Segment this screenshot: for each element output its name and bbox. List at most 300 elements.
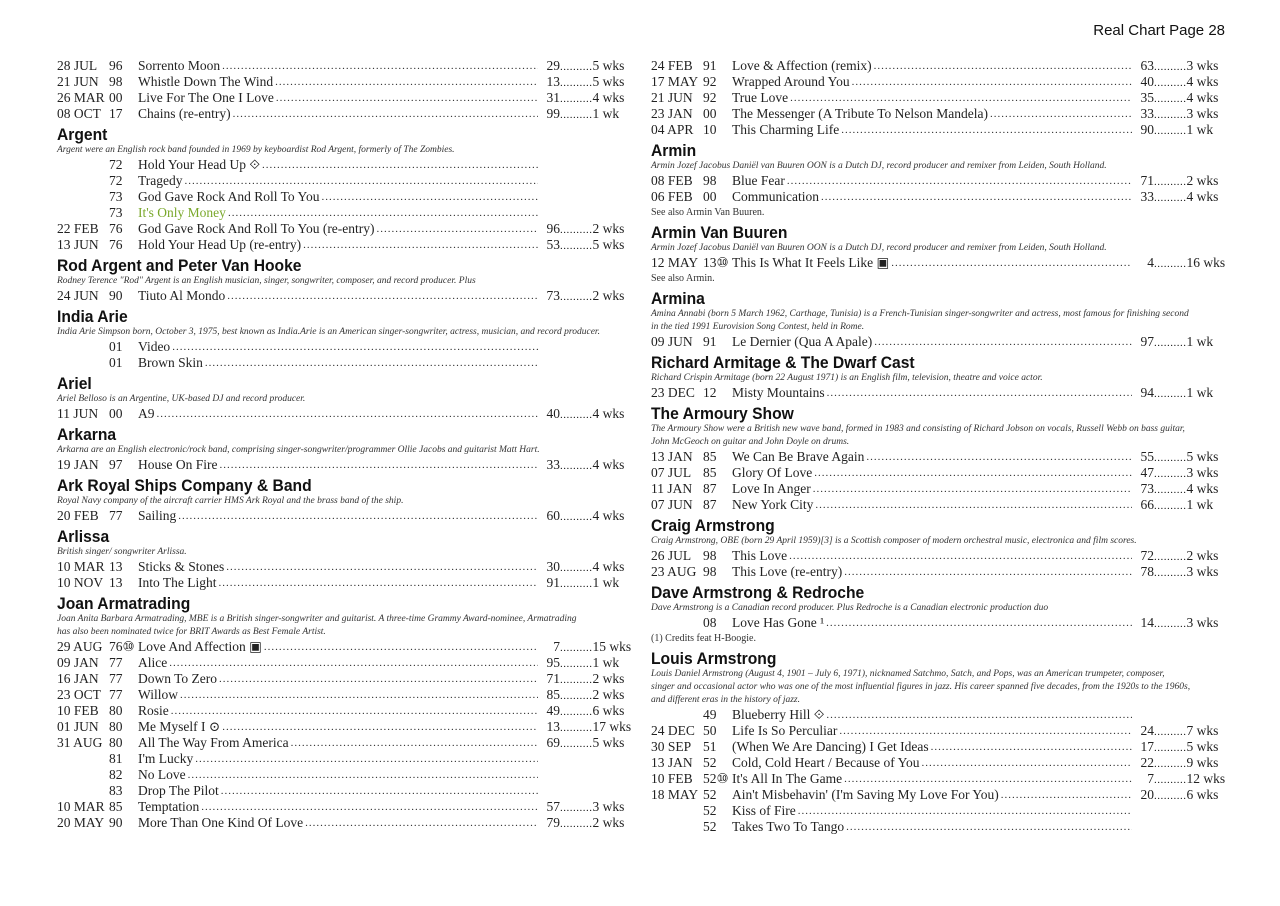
entry-weeks-value: 3 wks (1186, 465, 1219, 480)
entry-year: 13 (109, 559, 123, 574)
entry-date: 26 JUL (651, 548, 692, 563)
entry-year: 91 (703, 334, 717, 349)
dot-leader (852, 76, 1132, 88)
chart-entry-row (651, 739, 1228, 755)
entry-year: 73 (109, 205, 123, 220)
entry-weeks-value: 17 wks (592, 719, 632, 734)
dot-leader (172, 341, 538, 353)
entry-weeks (1154, 771, 1228, 787)
entry-title: More Than One Kind Of Love (138, 815, 304, 830)
entry-weeks-value: 1 wk (592, 106, 620, 121)
entry-peak-position: 57 (546, 799, 560, 814)
entry-peak-position: 40 (1140, 74, 1154, 89)
chart-entry-row (57, 237, 634, 253)
artist-description: Dave Armstrong is a Canadian record producer. Plus Redroche is a Canadian electronic production duo (651, 603, 1049, 613)
entry-weeks-value: 2 wks (1186, 173, 1219, 188)
entry-peak-position: 91 (546, 575, 560, 590)
entry-weeks-value: 1 wk (1186, 122, 1214, 137)
dot-leader (787, 175, 1132, 187)
entry-year: 77 (109, 508, 123, 523)
chart-entry-row (57, 767, 634, 783)
dot-leader (228, 207, 538, 219)
entry-title: Blueberry Hill ⟐ (732, 707, 825, 722)
entry-title: Le Dernier (Qua A Apale) (732, 334, 873, 349)
entry-year: 77 (109, 655, 123, 670)
entry-date: 10 FEB (57, 703, 99, 718)
entry-weeks (560, 559, 634, 575)
entry-year: 52 (703, 819, 717, 834)
entry-peak-position: 17 (1140, 739, 1154, 754)
weeks-dot-leader: .......... (560, 511, 593, 523)
dot-leader (157, 408, 539, 420)
dot-leader (185, 175, 538, 187)
chart-entry-row (651, 90, 1228, 106)
artist-description: British singer/ songwriter Arlissa. (57, 547, 187, 557)
weeks-dot-leader: .......... (1154, 790, 1187, 802)
entry-year: 96 (109, 58, 123, 73)
entry-date: 07 JUN (651, 497, 693, 512)
dot-leader (195, 753, 538, 765)
dot-leader (827, 387, 1132, 399)
dot-leader (990, 108, 1132, 120)
artist-description: Arkarna are an English electronic/rock band, comprising singer-songwriter/programmer Ollie Jacobs and guitarist Matt Hart. (57, 445, 540, 455)
weeks-dot-leader: .......... (560, 291, 593, 303)
entry-date: 26 MAR (57, 90, 105, 105)
dot-leader (305, 817, 538, 829)
chart-entry-row (651, 787, 1228, 803)
entry-title: Sorrento Moon (138, 58, 221, 73)
dot-leader (874, 60, 1132, 72)
entry-date: 06 FEB (651, 189, 693, 204)
entry-year: 49 (703, 707, 717, 722)
entry-weeks-value: 4 wks (1186, 481, 1219, 496)
entry-weeks (560, 815, 634, 831)
entry-title: Love & Affection (remix) (732, 58, 872, 73)
entry-peak-position: 24 (1140, 723, 1154, 738)
weeks-dot-leader: .......... (1154, 258, 1187, 270)
entry-year: 76⑩ (109, 639, 135, 654)
entry-date: 23 OCT (57, 687, 101, 702)
entry-date: 17 MAY (651, 74, 699, 89)
entry-peak-position: 33 (1140, 106, 1154, 121)
artist-name: The Armoury Show (651, 404, 794, 423)
weeks-dot-leader: .......... (1154, 388, 1187, 400)
entry-date: 24 FEB (651, 58, 693, 73)
entry-title: Hold Your Head Up (re-entry) (138, 237, 302, 252)
chart-entry-row (651, 497, 1228, 513)
artist-name: Dave Armstrong & Redroche (651, 583, 865, 602)
weeks-dot-leader: .......... (1154, 93, 1187, 105)
chart-entry-row (651, 58, 1228, 74)
chart-entry-row (57, 815, 634, 831)
entry-weeks-value: 1 wk (1186, 334, 1214, 349)
entry-title: Blue Fear (732, 173, 785, 188)
entry-weeks (1154, 615, 1228, 631)
entry-year: 98 (703, 564, 717, 579)
artist-name: Argent (57, 125, 108, 144)
see-also-note: (1) Credits feat H-Boogie. (651, 633, 756, 644)
entry-peak-position: 73 (1140, 481, 1154, 496)
entry-date: 09 JUN (651, 334, 693, 349)
entry-peak-position: 35 (1140, 90, 1154, 105)
artist-description: Ariel Belloso is an Argentine, UK-based DJ and record producer. (57, 394, 306, 404)
page-header: Real Chart Page 28 (1093, 22, 1225, 39)
weeks-dot-leader: .......... (1154, 176, 1187, 188)
dot-leader (180, 689, 538, 701)
chart-entry-row (57, 406, 634, 422)
chart-entry-row (57, 687, 634, 703)
entry-date: 11 JAN (651, 481, 693, 496)
artist-description: Amina Annabi (born 5 March 1962, Carthage, Tunisia) is a French-Tunisian singer-songwriter and actress, most famous for finishing second in the tied 1991 Eurovision Song Contest, held in Rome. (651, 309, 1189, 332)
chart-entry-row (57, 106, 634, 122)
dot-leader (839, 725, 1132, 737)
entry-date: 01 JUN (57, 719, 99, 734)
entry-date: 19 JAN (57, 457, 99, 472)
chart-entry-row (57, 559, 634, 575)
entry-title: God Gave Rock And Roll To You (138, 189, 320, 204)
artist-description: Rodney Terence "Rod" Argent is an English musician, singer, songwriter, composer, and record producer. Plus (57, 276, 476, 286)
entry-peak-position: 97 (1140, 334, 1154, 349)
chart-entry-row (651, 122, 1228, 138)
entry-weeks-value: 4 wks (592, 90, 625, 105)
entry-year: 72 (109, 173, 123, 188)
chart-entry-row (57, 655, 634, 671)
chart-entry-row (57, 205, 634, 221)
entry-weeks-value: 5 wks (1186, 739, 1219, 754)
entry-year: 73 (109, 189, 123, 204)
chart-entry-row (57, 457, 634, 473)
chart-entry-row (57, 189, 634, 205)
chart-entry-row (651, 819, 1228, 835)
weeks-dot-leader: .......... (1154, 452, 1187, 464)
see-also-note: See also Armin Van Buuren. (651, 207, 765, 218)
dot-leader (221, 785, 538, 797)
dot-leader (826, 617, 1132, 629)
chart-entry-row (651, 723, 1228, 739)
dot-leader (814, 467, 1132, 479)
entry-year: 13⑩ (703, 255, 729, 270)
entry-weeks-value: 4 wks (592, 559, 625, 574)
entry-year: 08 (703, 615, 717, 630)
entry-weeks (560, 74, 634, 90)
dot-leader (275, 76, 538, 88)
entry-weeks (1154, 255, 1228, 271)
entry-year: 90 (109, 288, 123, 303)
weeks-dot-leader: .......... (1154, 468, 1187, 480)
entry-year: 72 (109, 157, 123, 172)
entry-peak-position: 4 (1147, 255, 1154, 270)
weeks-dot-leader: .......... (560, 738, 593, 750)
entry-year: 00 (109, 406, 123, 421)
entry-peak-position: 29 (546, 58, 560, 73)
weeks-dot-leader: .......... (560, 658, 593, 670)
entry-peak-position: 69 (546, 735, 560, 750)
entry-weeks (1154, 122, 1228, 138)
entry-year: 92 (703, 90, 717, 105)
dot-leader (222, 60, 538, 72)
dot-leader (921, 757, 1132, 769)
entry-title: Temptation (138, 799, 200, 814)
artist-name: Armin (651, 141, 697, 160)
weeks-dot-leader: .......... (560, 706, 593, 718)
entry-year: 91 (703, 58, 717, 73)
chart-entry-row (651, 173, 1228, 189)
chart-entry-row (57, 719, 634, 735)
entry-date: 10 NOV (57, 575, 104, 590)
entry-weeks-value: 2 wks (592, 288, 625, 303)
entry-weeks-value: 1 wk (1186, 497, 1214, 512)
entry-year: 81 (109, 751, 123, 766)
entry-peak-position: 33 (546, 457, 560, 472)
entry-weeks-value: 4 wks (1186, 90, 1219, 105)
dot-leader (846, 821, 1132, 833)
entry-weeks (1154, 564, 1228, 580)
entry-weeks (1154, 723, 1228, 739)
dot-leader (303, 239, 538, 251)
entry-peak-position: 49 (546, 703, 560, 718)
entry-title: Misty Mountains (732, 385, 825, 400)
chart-entry-row (57, 58, 634, 74)
artist-description: Armin Jozef Jacobus Daniël van Buuren OON is a Dutch DJ, record producer and remixer from Leiden, South Holland. (651, 243, 1107, 253)
entry-title: Takes Two To Tango (732, 819, 845, 834)
entry-title: Brown Skin (138, 355, 203, 370)
weeks-dot-leader: .......... (1154, 551, 1187, 563)
entry-weeks (1154, 334, 1228, 350)
entry-date: 22 FEB (57, 221, 99, 236)
entry-weeks-value: 5 wks (592, 58, 625, 73)
dot-leader (178, 510, 538, 522)
entry-weeks-value: 3 wks (1186, 564, 1219, 579)
artist-description: Royal Navy company of the aircraft carrier HMS Ark Royal and the brass band of the ship. (57, 496, 404, 506)
chart-entry-row (651, 334, 1228, 350)
weeks-dot-leader: .......... (560, 722, 593, 734)
dot-leader (790, 92, 1132, 104)
entry-weeks (1154, 58, 1228, 74)
entry-weeks-value: 6 wks (592, 703, 625, 718)
chart-entry-row (57, 74, 634, 90)
entry-title: It's Only Money (138, 205, 226, 220)
dot-leader (188, 769, 538, 781)
entry-weeks (1154, 481, 1228, 497)
entry-date: 29 AUG (57, 639, 103, 654)
dot-leader (169, 657, 538, 669)
entry-title: Rosie (138, 703, 169, 718)
weeks-dot-leader: .......... (560, 240, 593, 252)
chart-entry-row (651, 465, 1228, 481)
chart-entry-row (57, 751, 634, 767)
entry-date: 08 FEB (651, 173, 693, 188)
entry-title: Hold Your Head Up ⟐ (138, 157, 261, 172)
entry-weeks-value: 4 wks (592, 406, 625, 421)
entry-weeks (560, 687, 634, 703)
entry-title: House On Fire (138, 457, 218, 472)
dot-leader (866, 451, 1132, 463)
entry-weeks (1154, 74, 1228, 90)
entry-peak-position: 13 (546, 719, 560, 734)
weeks-dot-leader: .......... (1154, 109, 1187, 121)
dot-leader (171, 705, 538, 717)
entry-weeks-value: 4 wks (1186, 74, 1219, 89)
entry-title: Wrapped Around You (732, 74, 850, 89)
dot-leader (1001, 789, 1132, 801)
dot-leader (291, 737, 538, 749)
entry-title: Video (138, 339, 171, 354)
entry-year: 98 (703, 548, 717, 563)
dot-leader (826, 709, 1132, 721)
entry-weeks (560, 655, 634, 671)
chart-entry-row (57, 90, 634, 106)
entry-title: Sailing (138, 508, 177, 523)
entry-title: Love In Anger (732, 481, 811, 496)
entry-date: 18 MAY (651, 787, 699, 802)
entry-weeks-value: 5 wks (592, 74, 625, 89)
entry-date: 04 APR (651, 122, 694, 137)
entry-year: 50 (703, 723, 717, 738)
entry-title: Tragedy (138, 173, 183, 188)
entry-title: True Love (732, 90, 789, 105)
entry-weeks-value: 2 wks (1186, 548, 1219, 563)
weeks-dot-leader: .......... (560, 61, 593, 73)
dot-leader (264, 641, 538, 653)
entry-peak-position: 55 (1140, 449, 1154, 464)
entry-date: 30 SEP (651, 739, 692, 754)
entry-date: 10 FEB (651, 771, 693, 786)
weeks-dot-leader: .......... (560, 409, 593, 421)
entry-weeks (1154, 106, 1228, 122)
artist-name: Richard Armitage & The Dwarf Cast (651, 353, 915, 372)
entry-title: Life Is So Perculiar (732, 723, 838, 738)
weeks-dot-leader: .......... (1154, 500, 1187, 512)
entry-weeks (560, 575, 634, 591)
entry-date: 23 DEC (651, 385, 695, 400)
entry-peak-position: 63 (1140, 58, 1154, 73)
entry-date: 09 JAN (57, 655, 99, 670)
entry-weeks-value: 3 wks (1186, 615, 1219, 630)
dot-leader (222, 721, 538, 733)
entry-date: 10 MAR (57, 559, 105, 574)
entry-title: God Gave Rock And Roll To You (re-entry) (138, 221, 375, 236)
weeks-dot-leader: .......... (1154, 758, 1187, 770)
entry-date: 23 AUG (651, 564, 697, 579)
artist-name: Armin Van Buuren (651, 223, 788, 242)
entry-date: 11 JUN (57, 406, 99, 421)
entry-weeks (560, 671, 634, 687)
artist-description: India Arie Simpson born, October 3, 1975, best known as India.Arie is an American singer-songwriter, actress, musician, and record producer. (57, 327, 600, 337)
entry-date: 20 FEB (57, 508, 99, 523)
chart-entry-row (651, 707, 1228, 723)
entry-weeks-value: 16 wks (1186, 255, 1226, 270)
entry-weeks (1154, 497, 1228, 513)
entry-peak-position: 13 (546, 74, 560, 89)
entry-year: 85 (109, 799, 123, 814)
dot-leader (262, 159, 538, 171)
entry-year: 92 (703, 74, 717, 89)
entry-year: 80 (109, 719, 123, 734)
entry-peak-position: 31 (546, 90, 560, 105)
entry-weeks (1154, 385, 1228, 401)
entry-title: We Can Be Brave Again (732, 449, 865, 464)
weeks-dot-leader: .......... (1154, 484, 1187, 496)
entry-year: 90 (109, 815, 123, 830)
entry-peak-position: 66 (1140, 497, 1154, 512)
artist-name: Arlissa (57, 527, 110, 546)
chart-entry-row (651, 481, 1228, 497)
entry-year: 52 (703, 755, 717, 770)
dot-leader (789, 550, 1132, 562)
entry-year: 76 (109, 237, 123, 252)
weeks-dot-leader: .......... (560, 818, 593, 830)
right-column (651, 58, 1228, 835)
entry-weeks-value: 2 wks (592, 221, 625, 236)
entry-peak-position: 40 (546, 406, 560, 421)
entry-weeks (1154, 90, 1228, 106)
entry-date: 13 JAN (651, 755, 693, 770)
entry-year: 01 (109, 355, 123, 370)
weeks-dot-leader: .......... (1154, 618, 1187, 630)
entry-weeks (560, 735, 634, 751)
entry-peak-position: 53 (546, 237, 560, 252)
entry-year: 13 (109, 575, 123, 590)
weeks-dot-leader: .......... (560, 93, 593, 105)
dot-leader (276, 92, 538, 104)
dot-leader (813, 483, 1132, 495)
entry-weeks (1154, 787, 1228, 803)
dot-leader (844, 773, 1132, 785)
chart-entry-row (651, 564, 1228, 580)
entry-peak-position: 7 (553, 639, 560, 654)
weeks-dot-leader: .......... (1154, 726, 1187, 738)
entry-title: Down To Zero (138, 671, 218, 686)
chart-entry-row (57, 799, 634, 815)
weeks-dot-leader: .......... (560, 460, 593, 472)
chart-entry-row (651, 189, 1228, 205)
weeks-dot-leader: .......... (1154, 337, 1187, 349)
dot-leader (931, 741, 1132, 753)
dot-leader (205, 357, 538, 369)
entry-weeks (560, 288, 634, 304)
artist-description: Armin Jozef Jacobus Daniël van Buuren OON is a Dutch DJ, record producer and remixer from Leiden, South Holland. (651, 161, 1107, 171)
entry-title: Live For The One I Love (138, 90, 274, 105)
weeks-dot-leader: .......... (560, 562, 593, 574)
weeks-dot-leader: .......... (560, 642, 593, 654)
entry-weeks-value: 9 wks (1186, 755, 1219, 770)
entry-weeks (560, 508, 634, 524)
chart-entry-row (57, 157, 634, 173)
entry-year: 01 (109, 339, 123, 354)
artist-name: Louis Armstrong (651, 649, 777, 668)
entry-title: This Charming Life (732, 122, 840, 137)
entry-title: Love And Affection ▣ (138, 639, 262, 654)
entry-peak-position: 14 (1140, 615, 1154, 630)
entry-peak-position: 33 (1140, 189, 1154, 204)
left-column (57, 58, 634, 831)
entry-weeks (560, 457, 634, 473)
entry-peak-position: 47 (1140, 465, 1154, 480)
entry-title: The Messenger (A Tribute To Nelson Mandela) (732, 106, 989, 121)
entry-peak-position: 90 (1140, 122, 1154, 137)
entry-title: Communication (732, 189, 819, 204)
entry-title: No Love (138, 767, 186, 782)
entry-weeks-value: 3 wks (1186, 106, 1219, 121)
entry-date: 13 JUN (57, 237, 99, 252)
entry-weeks-value: 3 wks (592, 799, 625, 814)
entry-weeks (560, 639, 634, 655)
entry-year: 52⑩ (703, 771, 729, 786)
artist-description: Argent were an English rock band founded in 1969 by keyboardist Rod Argent, formerly of The Zombies. (57, 145, 455, 155)
entry-weeks (1154, 465, 1228, 481)
entry-weeks (1154, 739, 1228, 755)
artist-name: Armina (651, 289, 705, 308)
